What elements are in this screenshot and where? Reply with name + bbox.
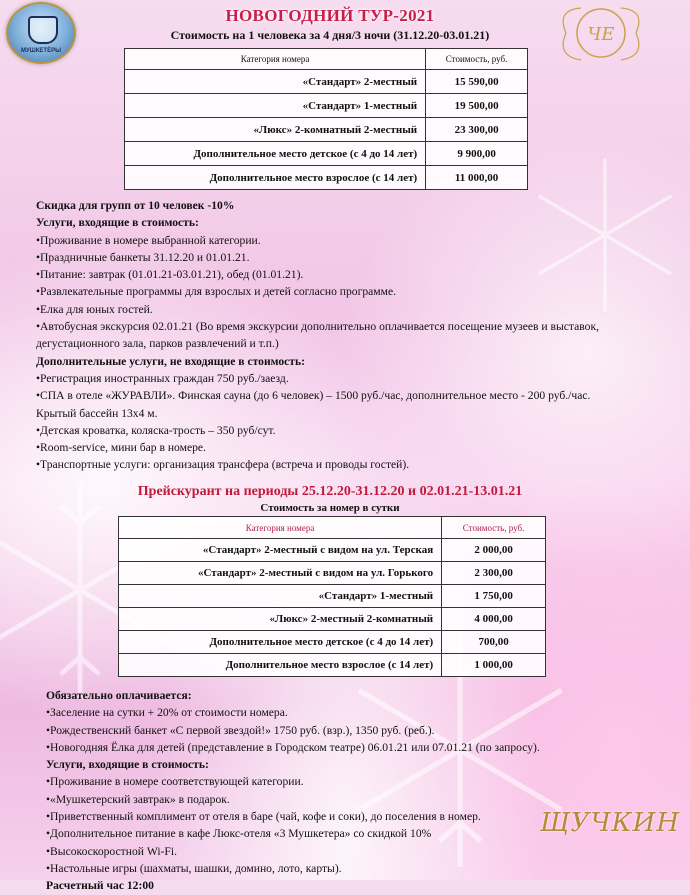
room-price: 1 000,00 — [442, 654, 546, 677]
table-row — [119, 562, 546, 585]
room-category: Дополнительное место детское (с 4 до 14 лет) — [119, 631, 442, 654]
room-category: «Стандарт» 2-местный с видом на ул. Горького — [119, 562, 442, 585]
room-category: Дополнительное место взрослое (с 14 лет) — [125, 166, 426, 190]
room-price: 1 750,00 — [442, 585, 546, 608]
price-table-newyear — [124, 48, 528, 190]
room-price: 700,00 — [442, 631, 546, 654]
column-header-price: Стоимость, руб. — [426, 49, 528, 70]
tour-details — [36, 197, 632, 474]
section-title: Прейскурант на периоды 25.12.20-31.12.20 и 02.01.21-13.01.21 — [137, 484, 523, 499]
list-item: •Рождественский банкет «С первой звездой!» 1750 руб. (взр.), 1350 руб. (реб.). — [46, 723, 435, 737]
extra-services-heading: Дополнительные услуги, не входящие в стоимость: — [36, 354, 305, 368]
list-item: •Дополнительное питание в кафе Люкс-отеля «3 Мушкетера» со скидкой 10% — [46, 827, 432, 841]
page-title: НОВОГОДНИЙ ТУР-2021 — [225, 6, 435, 25]
list-item: •Высокоскоростной Wi-Fi. — [46, 844, 177, 858]
table-row — [125, 94, 528, 118]
list-item: •Проживание в номере выбранной категории. — [36, 233, 261, 247]
room-category: Дополнительное место детское (с 4 до 14 лет) — [125, 142, 426, 166]
section-subtitle: Стоимость за номер в сутки — [260, 502, 400, 514]
list-item: •Регистрация иностранных граждан 750 руб./заезд. — [36, 371, 289, 385]
column-header-category: Категория номера — [125, 49, 426, 70]
table-row — [119, 608, 546, 631]
list-item: •Автобусная экскурсия 02.01.21 (Во время экскурсии дополнительно оплачивается посещение музеев и выставок, дегустационного зала, парков развлечений и т.п.) — [36, 320, 599, 351]
signature-logo: ЩУЧКИН — [540, 808, 681, 838]
room-category: «Люкс» 2-местный 2-комнатный — [119, 608, 442, 631]
table-row — [119, 585, 546, 608]
room-category: «Стандарт» 2-местный — [125, 70, 426, 94]
table-row — [125, 142, 528, 166]
checkout-time: Расчетный час 12:00 — [46, 879, 154, 893]
room-price: 15 590,00 — [426, 70, 528, 94]
list-item: •Room-service, мини бар в номере. — [36, 441, 206, 455]
table-header — [125, 49, 528, 70]
mandatory-heading: Обязательно оплачивается: — [46, 689, 192, 702]
table-row — [125, 118, 528, 142]
list-item: •Детская кроватка, коляска-трость – 350 руб/сут. — [36, 423, 276, 437]
included-services-heading: Услуги, входящие в стоимость: — [46, 758, 209, 772]
list-item: •СПА в отеле «ЖУРАВЛИ». Финская сауна (до 6 человек) – 1500 руб./час, дополнительное место - 200 руб./час. Крытый бассейн 13х4 м. — [36, 389, 591, 420]
room-price: 2 300,00 — [442, 562, 546, 585]
table-row — [125, 70, 528, 94]
included-services-heading: Услуги, входящие в стоимость: — [36, 216, 199, 230]
room-category: «Стандарт» 2-местный с видом на ул. Терская — [119, 539, 442, 562]
list-item: •Транспортные услуги: организация трансфера (встреча и проводы гостей). — [36, 458, 410, 472]
table-row — [125, 166, 528, 190]
list-item: •Настольные игры (шахматы, шашки, домино, лото, карты). — [46, 861, 342, 875]
column-header-category: Категория номера — [119, 517, 442, 539]
list-item: •Развлекательные программы для взрослых и детей согласно программе. — [36, 285, 397, 299]
list-item: •Заселение на сутки + 20% от стоимости номера. — [46, 706, 288, 720]
table-row — [119, 654, 546, 677]
room-category: «Стандарт» 1-местный — [125, 94, 426, 118]
list-item: •Новогодняя Ёлка для детей (представление в Городском театре) 06.01.21 или 07.01.21 (по запросу). — [46, 740, 540, 754]
list-item: •Елка для юных гостей. — [36, 302, 153, 316]
list-item: •«Мушкетерский завтрак» в подарок. — [46, 792, 230, 806]
room-price: 4 000,00 — [442, 608, 546, 631]
room-price: 11 000,00 — [426, 166, 528, 190]
room-price: 23 300,00 — [426, 118, 528, 142]
room-price: 2 000,00 — [442, 539, 546, 562]
list-item: •Питание: завтрак (01.01.21-03.01.21), обед (01.01.21). — [36, 268, 304, 282]
group-discount: Скидка для групп от 10 человек -10% — [36, 199, 235, 212]
list-item: •Приветственный комплимент от отеля в баре (чай, кофе и соки), до поселения в номер. — [46, 810, 481, 824]
room-category: «Люкс» 2-комнатный 2-местный — [125, 118, 426, 142]
period-details — [46, 687, 646, 895]
table-row — [119, 539, 546, 562]
list-item: •Праздничные банкеты 31.12.20 и 01.01.21. — [36, 250, 250, 264]
room-price: 19 500,00 — [426, 94, 528, 118]
table-row — [119, 631, 546, 654]
logo-caption: МУШКЕТЁРЫ — [21, 48, 61, 54]
page-subtitle: Стоимость на 1 человека за 4 дня/3 ночи (31.12.20-03.01.21) — [170, 28, 490, 42]
list-item: •Проживание в номере соответствующей категории. — [46, 775, 304, 789]
price-table-periods — [118, 516, 546, 677]
room-category: Дополнительное место взрослое (с 14 лет) — [119, 654, 442, 677]
column-header-price: Стоимость, руб. — [442, 517, 546, 539]
room-price: 9 900,00 — [426, 142, 528, 166]
monogram-text: ЧЕ — [587, 24, 615, 45]
table-header — [119, 517, 546, 539]
room-category: «Стандарт» 1-местный — [119, 585, 442, 608]
